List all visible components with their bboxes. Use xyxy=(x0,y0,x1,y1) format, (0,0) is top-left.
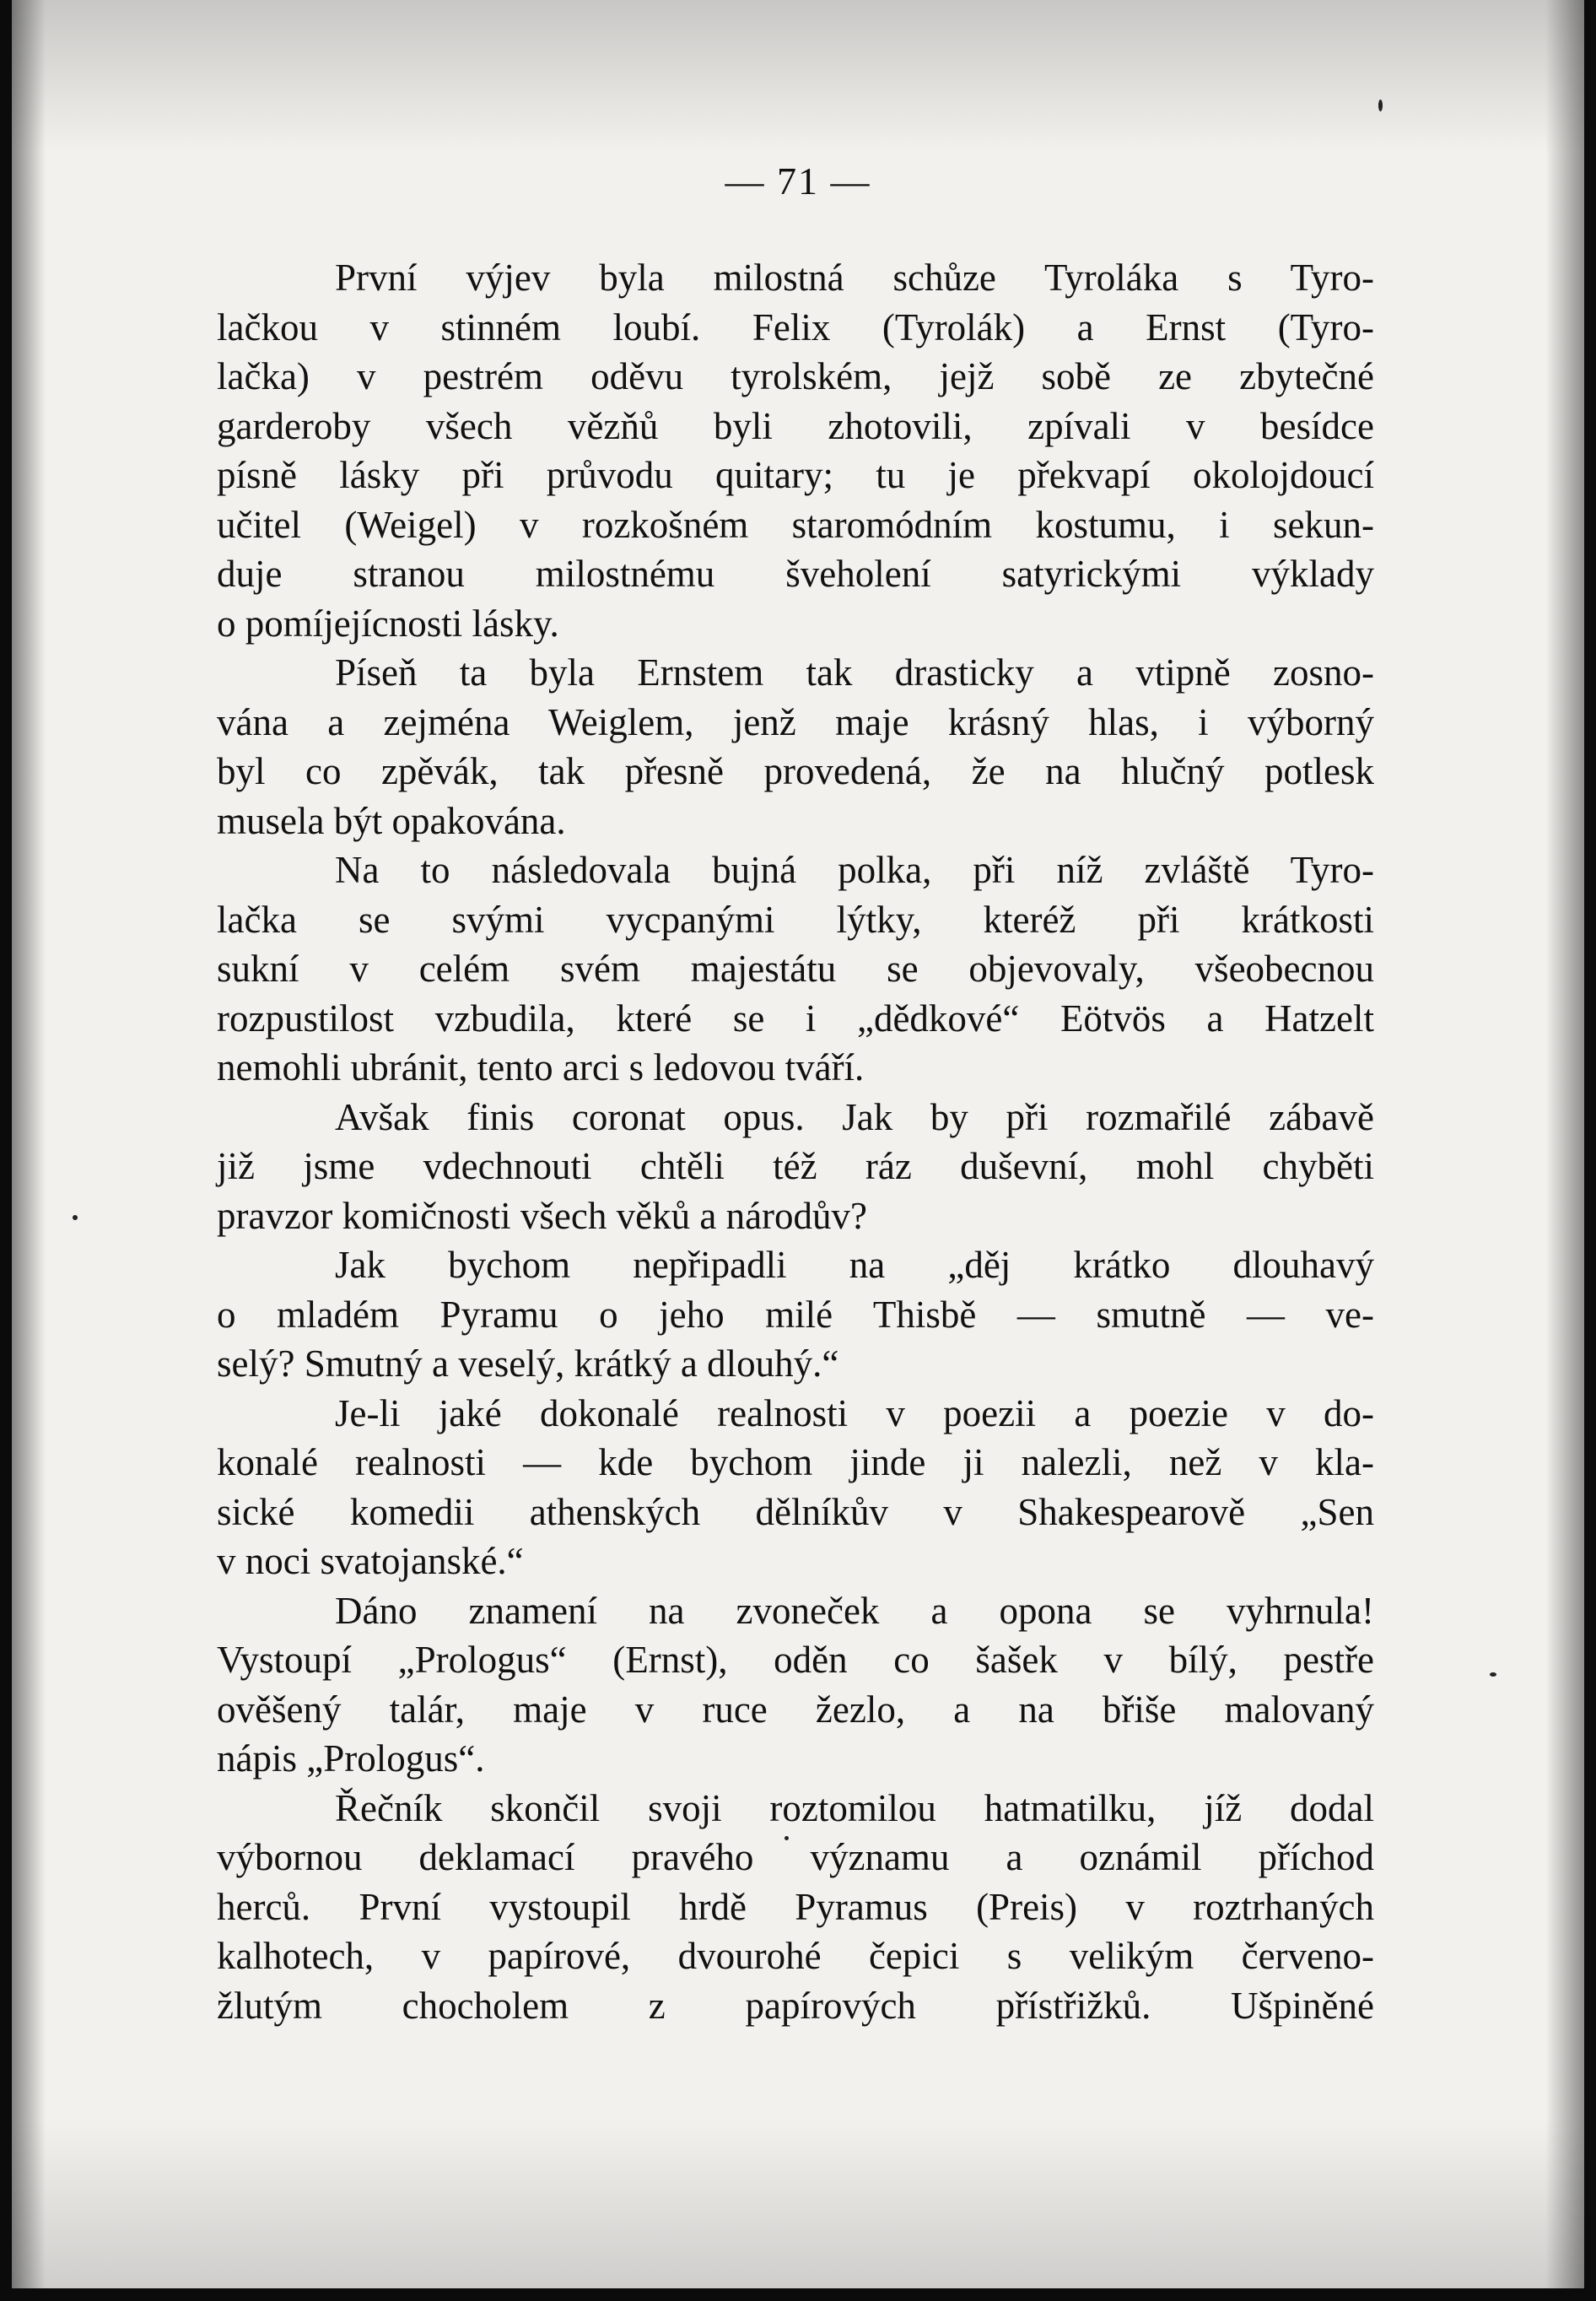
text-line: písně lásky při průvodu quitary; tu je překvapí okolojdoucí xyxy=(217,454,1374,496)
text-line: pravzor komičnosti všech věků a národův? xyxy=(217,1194,867,1237)
text-line: sické komedii athenských dělníkův v Shakespearově „Sen xyxy=(217,1490,1374,1533)
text-line: garderoby všech vězňů byli zhotovili, zpívali v besídce xyxy=(217,404,1374,447)
text-line: herců. První vystoupil hrdě Pyramus (Preis) v roztrhaných xyxy=(217,1885,1374,1928)
text-line: o mladém Pyramu o jeho milé Thisbě — smutně — ve- xyxy=(217,1293,1374,1336)
scan-shadow-bottom xyxy=(12,2120,1584,2288)
text-line: učitel (Weigel) v rozkošném staromódním kostumu, i sekun- xyxy=(217,503,1374,546)
text-line: ověšený talár, maje v ruce žezlo, a na břiše malovaný xyxy=(217,1688,1374,1731)
scan-speck xyxy=(73,1215,78,1220)
text-line: selý? Smutný a veselý, krátký a dlouhý.“ xyxy=(217,1342,839,1385)
text-line: kalhotech, v papírové, dvourohé čepici s velikým červeno- xyxy=(217,1935,1374,1977)
text-line: Vystoupí „Prologus“ (Ernst), oděn co šašek v bílý, pestře xyxy=(217,1639,1374,1681)
text-line: Na to následovala bujná polka, při níž zvláště Tyro- xyxy=(335,849,1374,891)
text-line: První výjev byla milostná schůze Tyroláka s Tyro- xyxy=(335,257,1374,299)
scan-shadow-left xyxy=(12,0,46,2288)
scan-shadow-top xyxy=(12,0,1584,152)
text-line: již jsme vdechnouti chtěli též ráz duševní, mohl chyběti xyxy=(217,1145,1374,1187)
text-line: lačka se svými vycpanými lýtky, kteréž při krátkosti xyxy=(217,898,1374,941)
scan-speck xyxy=(1490,1672,1496,1677)
text-line: byl co zpěvák, tak přesně provedená, že na hlučný potlesk xyxy=(217,750,1374,792)
text-line: sukní v celém svém majestátu se objevovaly, všeobecnou xyxy=(217,948,1374,990)
scanned-page xyxy=(12,0,1584,2288)
text-line: Dáno znamení na zvoneček a opona se vyhrnula! xyxy=(335,1589,1374,1632)
text-line: nemohli ubránit, tento arci s ledovou tváří. xyxy=(217,1046,865,1088)
body-text xyxy=(217,253,1374,2030)
text-line: rozpustilost vzbudila, které se i „dědkové“ Eötvös a Hatzelt xyxy=(217,997,1374,1040)
text-line: Avšak finis coronat opus. Jak by při rozmařilé zábavě xyxy=(335,1095,1374,1138)
text-line: Jak bychom nepřipadli na „děj krátko dlouhavý xyxy=(335,1244,1374,1286)
text-line: Píseň ta byla Ernstem tak drasticky a vtipně zosno- xyxy=(335,651,1374,694)
text-line: duje stranou milostnému šveholení satyrickými výklady xyxy=(217,553,1374,595)
page-number: — 71 — xyxy=(725,159,871,203)
text-line: Je-li jaké dokonalé realnosti v poezii a poezie v do- xyxy=(335,1391,1374,1434)
text-line: nápis „Prologus“. xyxy=(217,1737,485,1780)
scan-speck xyxy=(1378,100,1383,111)
text-line: Řečník skončil svoji roztomilou hatmatilku, jíž dodal xyxy=(335,1786,1374,1829)
text-line: výbornou deklamací pravého významu a oznámil příchod xyxy=(217,1836,1374,1878)
text-line: vána a zejména Weiglem, jenž maje krásný hlas, i výborný xyxy=(217,700,1374,743)
text-line: v noci svatojanské.“ xyxy=(217,1540,524,1582)
text-line: žlutým chocholem z papírových přístřižků. Ušpiněné xyxy=(217,1984,1374,2027)
text-line: o pomíjejícnosti lásky. xyxy=(217,602,559,645)
text-line: musela být opakována. xyxy=(217,799,566,842)
scan-shadow-right xyxy=(1545,0,1584,2288)
text-line: lačka) v pestrém oděvu tyrolském, jejž sobě ze zbytečné xyxy=(217,355,1374,397)
text-line: konalé realnosti — kde bychom jinde ji nalezli, než v kla- xyxy=(217,1441,1374,1483)
text-line: lačkou v stinném loubí. Felix (Tyrolák) a Ernst (Tyro- xyxy=(217,305,1374,348)
